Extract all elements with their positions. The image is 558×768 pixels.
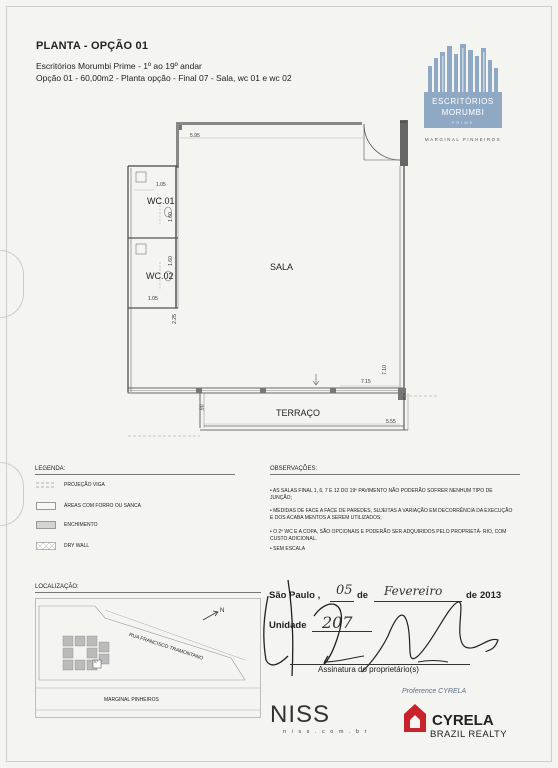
wc2-sink [136,244,146,254]
observation-2: • MEDIDAS DE FACE A FACE DE PAREDES, SUJEITAS A VARIAÇÃO EM DECORRÊNCIA DA EXECUÇÃO E DOS ACABA MENTOS A SEREM UTILIZADOS; [270,508,513,521]
legend-item-ceiling: ÁREAS COM FORRO OU SANCA [64,503,141,509]
logo-line3: PRIME [451,120,475,125]
drywall-swatch [36,542,56,550]
cyrela-subtitle: BRAZIL REALTY [430,729,507,740]
logo-tagline: MARGINAL PINHEIROS [424,137,502,142]
observation-1: • AS SALAS FINAL 1, 6, 7 E 12 DO 19º PAVIMENTO NÃO PODERÃO SOFRER NENHUM TIPO DE JUNÇÃO; [270,488,493,501]
north-label: N [220,608,225,614]
logo-line2: MORUMBI [441,108,485,117]
legend-item-beam: PROJEÇÃO VIGA [64,482,105,488]
subtitle-option: Opção 01 - 60,00m2 - Planta opção - Final 07 - Sala, wc 01 e wc 02 [36,73,292,83]
de-label-2: de [466,590,478,601]
cyrela-icon [402,702,428,734]
dim-left-height: 2.25 [171,314,178,324]
year-value: 2013 [480,590,502,601]
location-divider [35,592,261,593]
legend-title: LEGENDA: [35,466,66,472]
observation-3: • O 2º WC E A COPA, SÃO OPCIONAIS E PODERÃO SER ADQUIRIDOS PELO PROPRIETÁ- RIO, COM CUSTO ADICIONAL. [270,529,507,542]
de-label-1: de [357,590,369,601]
room-terraco: TERRAÇO [276,408,321,418]
dim-wc2-depth: 1.60 [167,256,174,266]
owner-signature-label: Assinatura do proprietário(s) [318,665,419,674]
dim-wc1-width: 1.05 [156,182,166,188]
wall-top [176,122,362,125]
subtitle-building: Escritórios Morumbi Prime - 1º ao 19º andar [36,61,202,71]
north-arrow-icon [203,612,217,620]
dim-bottom-width: 7.15 [361,379,371,385]
room-wc1: WC.01 [147,196,175,206]
niss-logo: NISS [270,701,331,728]
observations-divider [270,474,520,475]
room-sala: SALA [270,262,294,272]
page-title: PLANTA - OPÇÃO 01 [36,40,149,52]
unit-label: Unidade [269,620,307,631]
fill-swatch [36,521,56,529]
niss-url: n i s s . c o m . b r [283,729,369,735]
unit-value[interactable]: 207 [322,613,353,632]
dim-wc2-width: 1.05 [148,296,158,302]
street-label-1: RUA FRANCISCO TRAMONTANO [128,632,204,662]
day-value[interactable]: 05 [336,583,353,598]
unit-tag: 07 [94,660,98,664]
door-swing [364,124,400,160]
room-wc2: WC.02 [146,271,174,281]
ceiling-swatch [36,502,56,510]
street-label-2: MARGINAL PINHEIROS [104,697,159,703]
dim-right-height: 7.10 [381,365,388,375]
observation-4: • SEM ESCALA [270,546,306,552]
dim-top-width: 5.95 [190,133,200,139]
building-block [63,636,109,670]
dim-wc1-depth: 1.60 [167,212,174,222]
dim-terrace-depth: .90 [199,404,206,412]
legend-divider [35,474,235,475]
preference-logo: Proference CYRELA [402,688,467,695]
beam-projection-swatch [36,481,56,489]
legend-item-drywall: DRY WALL [64,543,90,549]
wc1-sink [136,172,146,182]
location-title: LOCALIZAÇÃO: [35,584,79,590]
cyrela-logo: CYRELA [432,712,494,729]
logo-line1: ESCRITÓRIOS [432,97,494,106]
month-value[interactable]: Fevereiro [384,584,443,598]
dim-terrace-width: 5.55 [386,419,396,425]
legend-item-fill: ENCHIMENTO [64,522,98,528]
wall-top-right-column [400,120,408,166]
observations-title: OBSERVAÇÕES: [270,466,318,472]
city-label: São Paulo , [269,590,321,601]
